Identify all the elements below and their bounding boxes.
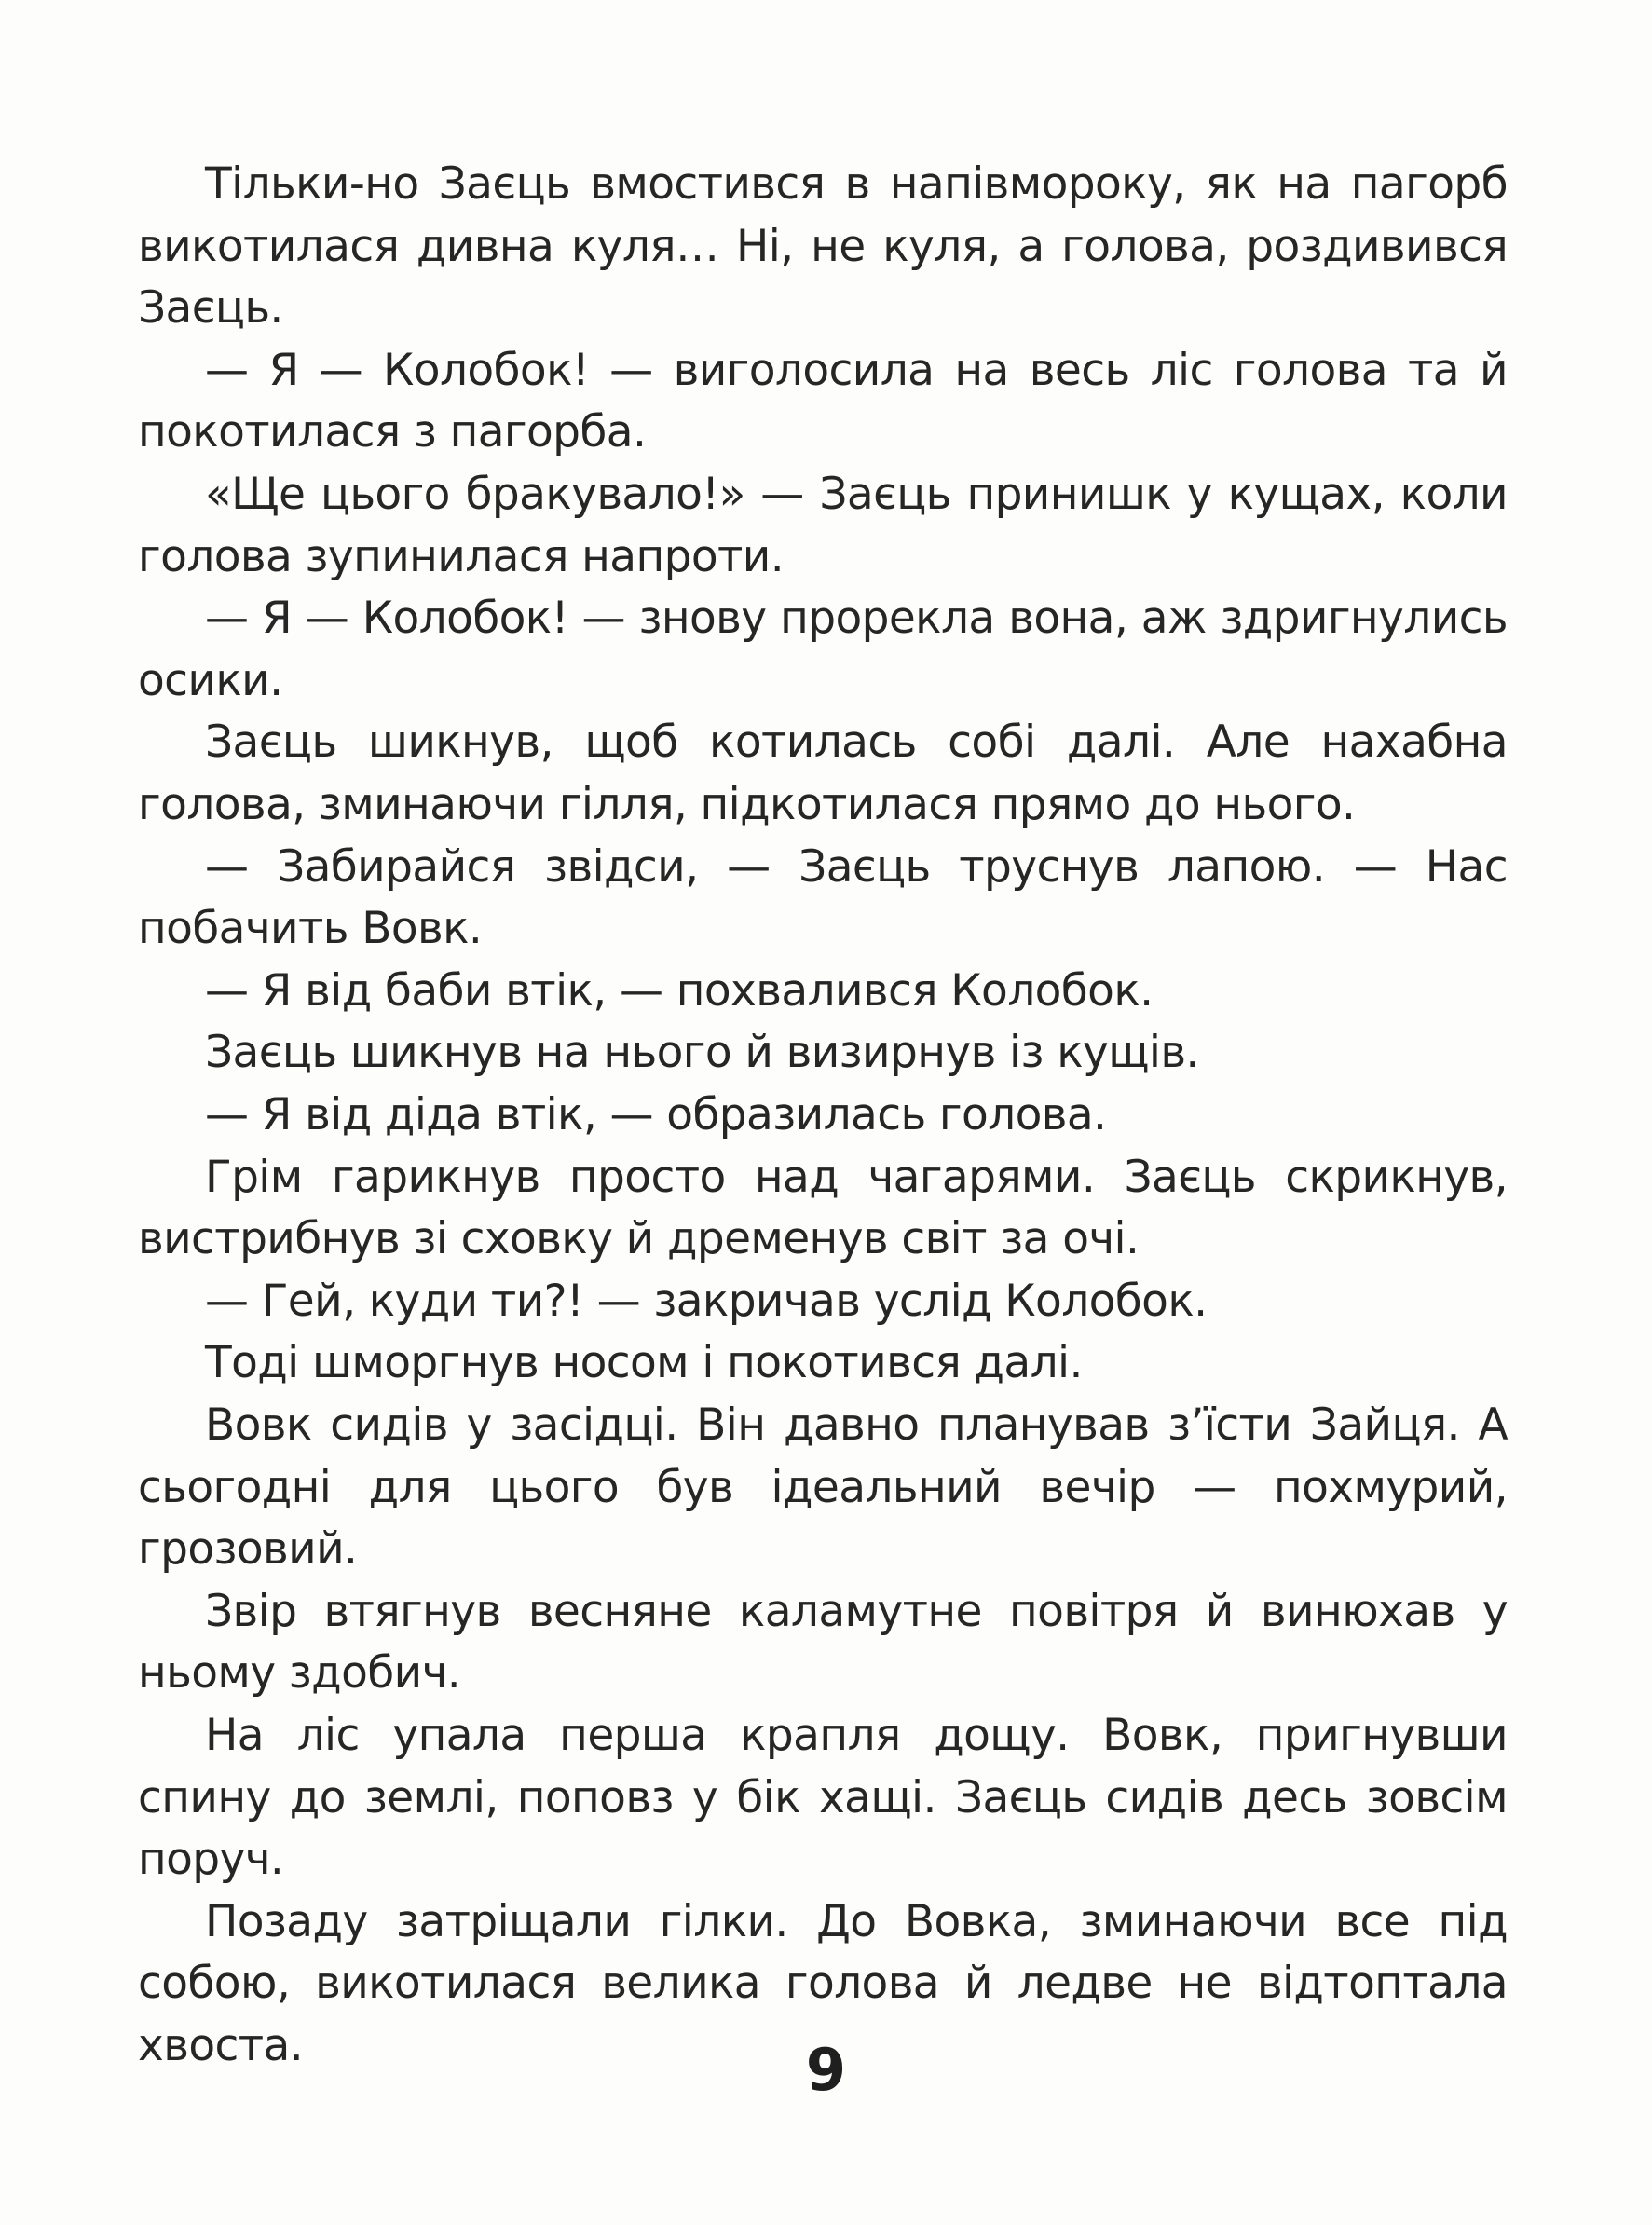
- paragraph: Грім гарикнув просто над чагарями. Заєць скрикнув, вистрибнув зі сховку й дременув світ за очі.: [138, 1151, 1508, 1265]
- paragraph: — Я від баби втік, — похвалився Колобок.: [205, 964, 1154, 1017]
- paragraph: Звір втягнув весняне каламутне повітря й винюхав у ньому здобич.: [138, 1585, 1508, 1699]
- story-section-wolf: [138, 1395, 1508, 2078]
- paragraph: Вовк сидів у засідці. Він давно планував з’їсти Зайця. А сьогодні для цього був ідеальний вечір — похмурий, грозовий.: [138, 1399, 1508, 1576]
- paragraph: — Я від діда втік, — образилась голова.: [205, 1088, 1107, 1140]
- page-number: 9: [805, 2036, 847, 2104]
- paragraph: «Ще цього бракувало!» — Заєць принишк у кущах, коли голова зупинилася напроти.: [138, 468, 1508, 582]
- paragraph: Позаду затріщали гілки. До Вовка, зминаючи все під собою, викотилася велика голова й ледве не відтоптала хвоста.: [138, 1895, 1508, 2071]
- paragraph: Заєць шикнув, щоб котилась собі далі. Але нахабна голова, зминаючи гілля, підкотилася прямо до нього.: [138, 717, 1508, 830]
- paragraph: На ліс упала перша крапля дощу. Вовк, пригнувши спину до землі, поповз у бік хащі. Заєць сидів десь зовсім поруч.: [138, 1709, 1508, 1886]
- paragraph: — Я — Колобок! — виголосила на весь ліс голова та й покотилася з пагорба.: [138, 344, 1508, 458]
- paragraph: Тільки-но Заєць вмостився в напівмороку, як на пагорб викотилася дивна куля… Ні, не куля, а голова, роздивився Заєць.: [138, 158, 1508, 334]
- paragraph: — Гей, куди ти?! — закричав услід Колобок.: [205, 1275, 1208, 1327]
- story-section-hare: [138, 154, 1508, 1395]
- paragraph: — Забирайся звідси, — Заєць труснув лапою. — Нас побачить Вовк.: [138, 840, 1508, 955]
- paragraph: Заєць шикнув на нього й визирнув із кущів.: [205, 1027, 1199, 1079]
- paragraph: — Я — Колобок! — знову прорекла вона, аж здригнулись осики.: [138, 593, 1508, 706]
- paragraph: Тоді шморгнув носом і покотився далі.: [205, 1337, 1083, 1389]
